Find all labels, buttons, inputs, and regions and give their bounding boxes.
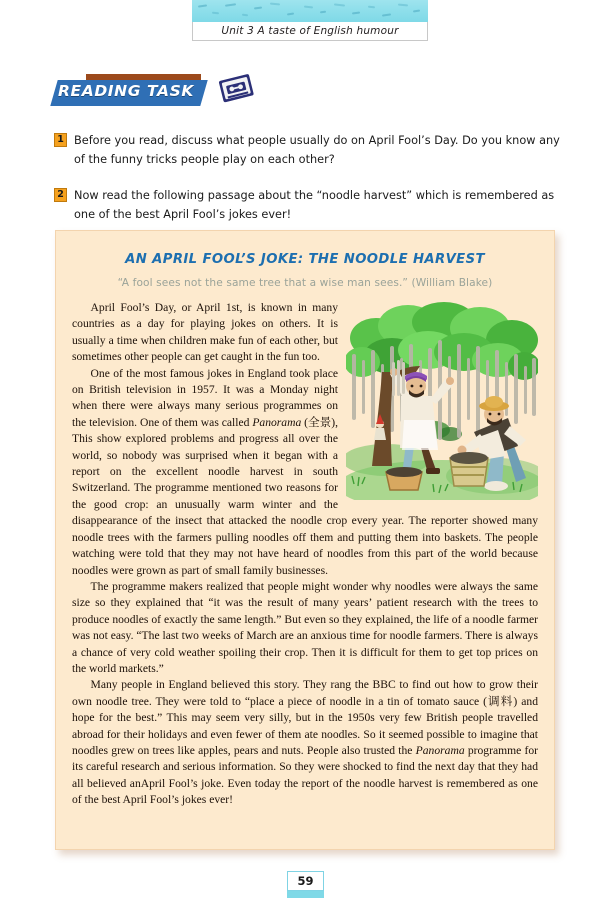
cassette-tape-icon [217,72,256,105]
p2-part-b: (全景), This show explored problems and progress all over the world, so nobody was surprised when it began with a report on the excellent noodle harvest in south Switzerland. The programme mentioned two reasons for the good crop: an unusually warm winter and the disappearance of the insect that attacked the noodle crop every year. The reporter showed many noodle trees with the farmers pulling noodles off them and putting them into baskets. The people watching were told that they may not have heard of noodles from this part of the world because noodles were grown as part of small family businesses. [72,415,538,577]
p2-italic-panorama: Panorama [252,415,302,429]
exercise-item-1 [54,131,562,169]
exercise-text: Now read the following passage about the “noodle harvest” which is remembered as one of the best April Fool’s jokes ever! [74,189,555,221]
exercise-item-2 [54,186,562,224]
p4-italic-panorama: Panorama [415,743,465,757]
reading-passage-panel [55,230,555,850]
page-number-underbar [287,891,324,898]
exercise-text: Before you read, discuss what people usually do on April Fool’s Day. Do you know any of the funny tricks people play on each other? [74,134,560,166]
p2-part-a: One of the most famous jokes in England took place on British television in 1957. It was a Monday night when there were always many serious programmes on the television. One of them was called [72,366,338,429]
header-decorative-band [192,0,428,22]
passage-paragraph-3: The programme makers realized that people might wonder why noodles were always the same size so they explained that “it was the result of many years’ patient research with the trees to produce noodles of exactly the same length.” But even so they explained, the life of a noodle farmer was not easy. “The last two weeks of March are an anxious time for noodle farmers. There is always a chance of very cold weather spoiling their crop. Then it is difficult for them to get top prices on the world markets.” [72,579,538,675]
page-number-box [287,871,324,891]
reading-task-banner [54,74,254,108]
passage-title: AN APRIL FOOL’S JOKE: THE NOODLE HARVEST [125,252,485,267]
passage-paragraph-1: April Fool’s Day, or April 1st, is known in many countries as a day for playing jokes on others. It is usually a time when children make fun of each other, but sometimes other people can get caught in the fun too. [72,301,338,364]
page-number-text: 59 [297,874,314,888]
reading-task-label: READING TASK [58,81,194,100]
passage-body [72,300,538,809]
passage-epigraph-quote: “A fool sees not the same tree that a wise man sees.” (William Blake) [117,277,493,289]
exercise-number-badge: 2 [54,188,67,202]
unit-title-box [192,22,428,41]
passage-paragraph-4 [72,677,538,808]
unit-title-text: Unit 3 A taste of English humour [221,25,399,37]
p4-part-b: programme for its careful research and serious information. So they were shocked to find the next day that they had all believed anApril Fool’s joke. Even today the report of the noodle harvest is remembered as one of the best April Fool’s jokes ever! [72,743,538,807]
p4-part-a: Many people in England believed this story. They rang the BBC to find out how to grow their own noodle tree. They were told to “place a piece of noodle in a tin of tomato sauce (调料) and hope for the best.” This may seem very silly, but in the 1950s very few British people travelled abroad for their holidays and even fewer of them ate noodles. So it seemed possible to imagine that noodles grew on trees like apples, pears and nuts. People also trusted the [72,678,538,757]
unit-running-header [192,0,428,41]
exercise-number-badge: 1 [54,133,67,147]
noodle-harvest-illustration [346,300,538,500]
